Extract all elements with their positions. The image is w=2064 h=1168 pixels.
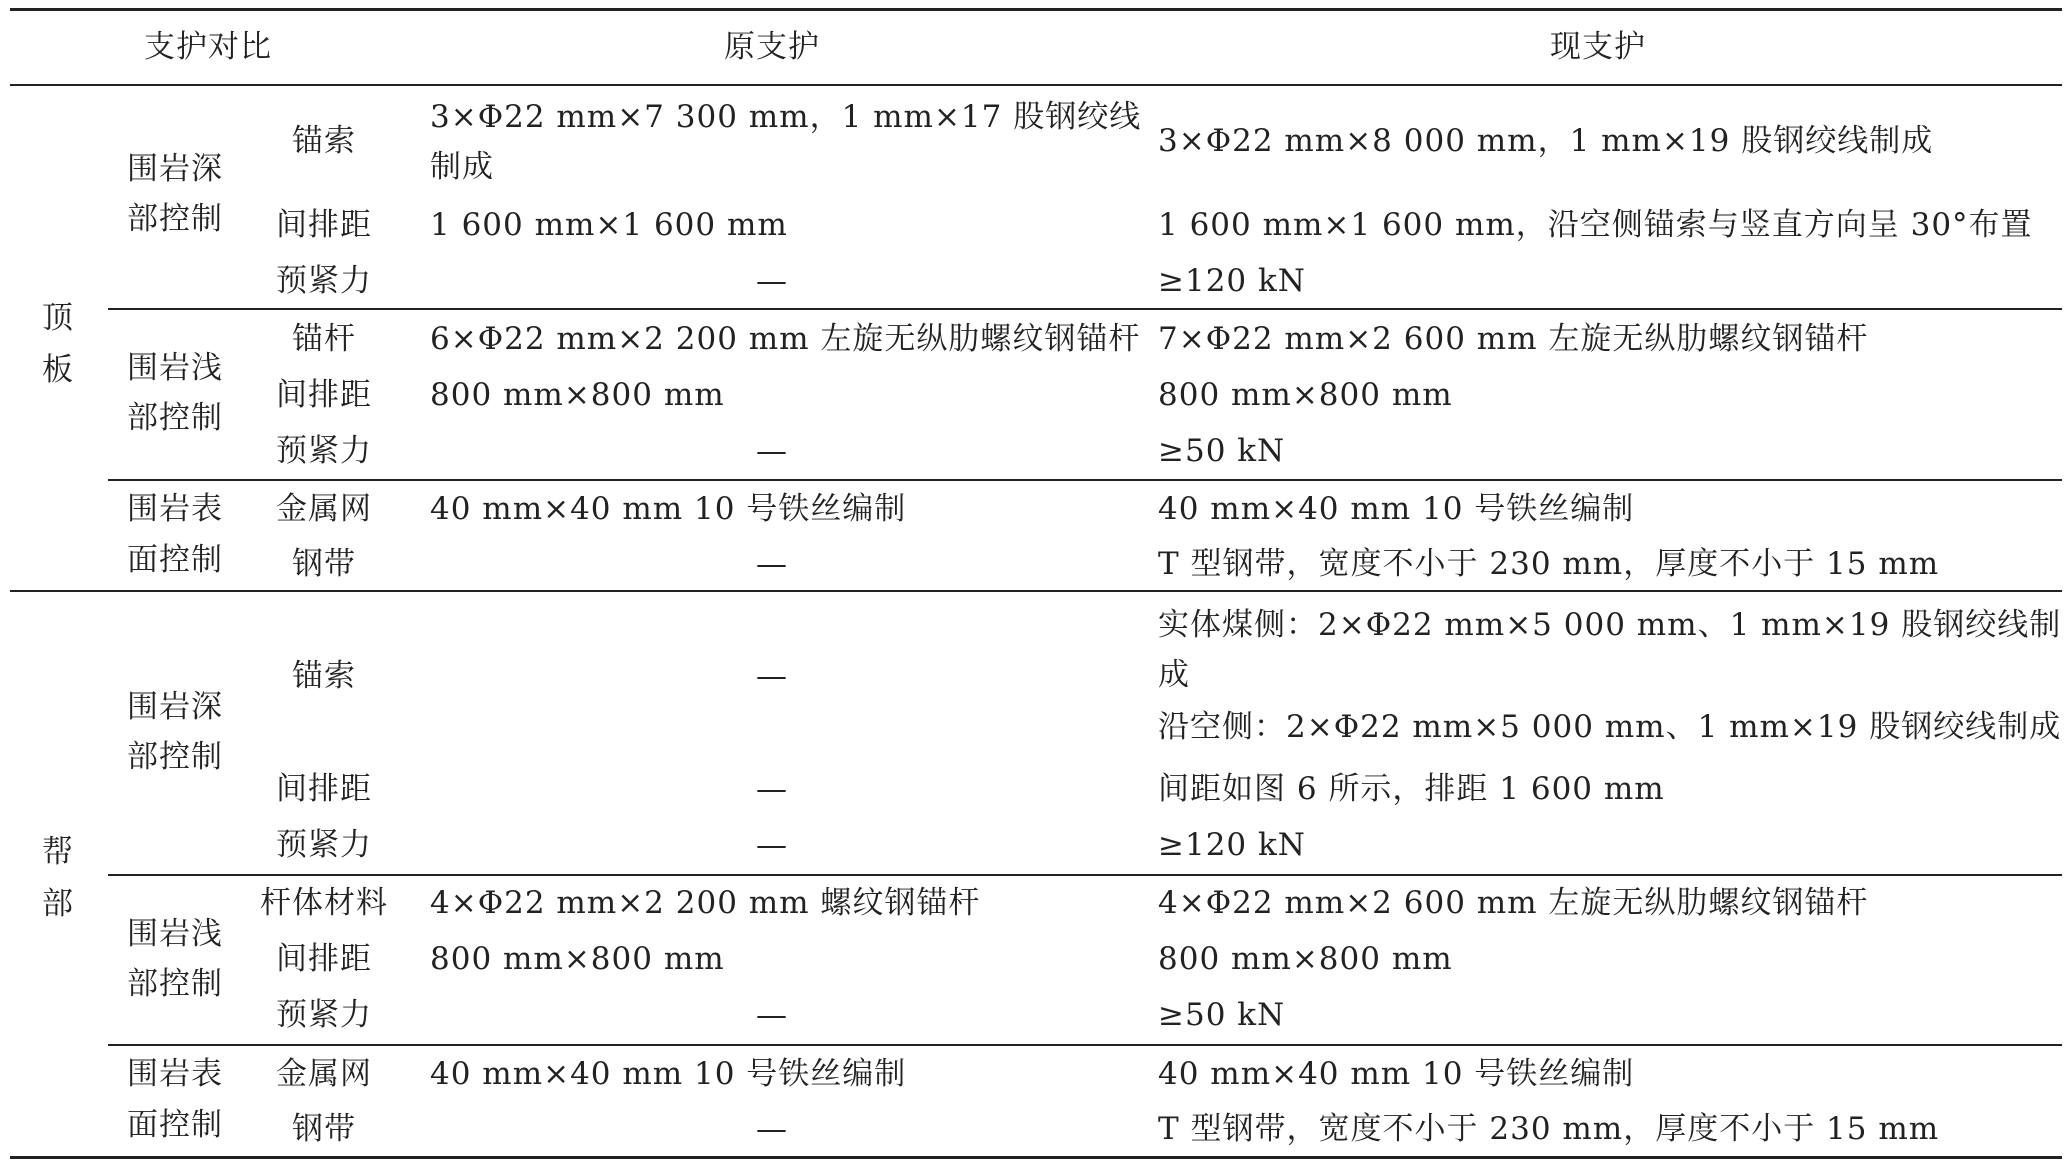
current-value: 7×Φ22 mm×2 600 mm 左旋无纵肋螺纹钢锚杆 xyxy=(1158,321,1869,357)
original-value: — xyxy=(756,263,788,299)
item-label: 间排距 xyxy=(276,941,372,977)
current-value: T 型钢带，宽度不小于 230 mm，厚度不小于 15 mm xyxy=(1158,546,1940,582)
header-rule xyxy=(10,84,2062,86)
original-value: 1 600 mm×1 600 mm xyxy=(430,207,788,243)
group-label: 围岩深 xyxy=(127,689,223,725)
header-current-support: 现支护 xyxy=(1550,29,1646,65)
item-label: 杆体材料 xyxy=(260,885,388,921)
table-bottom-rule xyxy=(10,1156,2062,1159)
current-value: T 型钢带，宽度不小于 230 mm，厚度不小于 15 mm xyxy=(1158,1111,1940,1147)
original-value: 制成 xyxy=(430,149,494,185)
group-label: 围岩表 xyxy=(127,1056,223,1092)
group-divider-rule xyxy=(108,479,2062,481)
original-value: 800 mm×800 mm xyxy=(430,941,725,977)
original-value: 6×Φ22 mm×2 200 mm 左旋无纵肋螺纹钢锚杆 xyxy=(430,321,1141,357)
section-label-roof-1: 顶板 xyxy=(42,300,74,388)
current-value: 实体煤侧：2×Φ22 mm×5 000 mm、1 mm×19 股钢绞线制 xyxy=(1158,607,2062,643)
group-label: 围岩表 xyxy=(127,491,223,527)
current-value: 沿空侧：2×Φ22 mm×5 000 mm、1 mm×19 股钢绞线制成 xyxy=(1158,709,2062,745)
original-value: — xyxy=(756,658,788,694)
original-value: — xyxy=(756,997,788,1033)
group-label: 部控制 xyxy=(127,739,223,775)
current-value: 40 mm×40 mm 10 号铁丝编制 xyxy=(1158,1056,1635,1092)
group-label: 围岩浅 xyxy=(127,350,223,386)
original-value: 40 mm×40 mm 10 号铁丝编制 xyxy=(430,1056,907,1092)
original-value: — xyxy=(756,546,788,582)
current-value: ≥120 kN xyxy=(1158,263,1306,299)
section-divider-rule xyxy=(10,590,2062,592)
header-original-support: 原支护 xyxy=(724,29,820,65)
original-value: 800 mm×800 mm xyxy=(430,377,725,413)
original-value: — xyxy=(756,827,788,863)
current-value: 成 xyxy=(1158,657,1190,693)
item-label: 金属网 xyxy=(276,491,372,527)
original-value: — xyxy=(756,771,788,807)
original-value: — xyxy=(756,433,788,469)
item-label: 预紧力 xyxy=(276,263,372,299)
group-label: 部控制 xyxy=(127,400,223,436)
item-label: 钢带 xyxy=(292,546,356,582)
item-label: 锚索 xyxy=(292,658,356,694)
item-label: 预紧力 xyxy=(276,997,372,1033)
table-top-rule xyxy=(10,8,2062,11)
header-support-comparison: 支护对比 xyxy=(144,29,272,65)
item-label: 钢带 xyxy=(292,1111,356,1147)
group-label: 部控制 xyxy=(127,201,223,237)
group-label: 部控制 xyxy=(127,966,223,1002)
current-value: ≥120 kN xyxy=(1158,827,1306,863)
item-label: 间排距 xyxy=(276,771,372,807)
item-label: 预紧力 xyxy=(276,827,372,863)
original-value: 40 mm×40 mm 10 号铁丝编制 xyxy=(430,491,907,527)
section-label-side-1: 帮部 xyxy=(42,834,74,922)
current-value: 800 mm×800 mm xyxy=(1158,377,1453,413)
original-value: — xyxy=(756,1111,788,1147)
group-label: 面控制 xyxy=(127,542,223,578)
group-divider-rule xyxy=(108,1044,2062,1046)
item-label: 间排距 xyxy=(276,207,372,243)
current-value: 1 600 mm×1 600 mm，沿空侧锚索与竖直方向呈 30°布置 xyxy=(1158,207,2033,243)
item-label: 锚杆 xyxy=(292,321,356,357)
item-label: 锚索 xyxy=(292,123,356,159)
current-value: 3×Φ22 mm×8 000 mm，1 mm×19 股钢绞线制成 xyxy=(1158,123,1934,159)
group-label: 面控制 xyxy=(127,1107,223,1143)
item-label: 预紧力 xyxy=(276,433,372,469)
current-value: 间距如图 6 所示，排距 1 600 mm xyxy=(1158,771,1665,807)
current-value: 40 mm×40 mm 10 号铁丝编制 xyxy=(1158,491,1635,527)
item-label: 间排距 xyxy=(276,377,372,413)
group-label: 围岩浅 xyxy=(127,916,223,952)
group-divider-rule xyxy=(108,874,2062,876)
group-divider-rule xyxy=(108,308,2062,310)
group-label: 围岩深 xyxy=(127,151,223,187)
current-value: 800 mm×800 mm xyxy=(1158,941,1453,977)
item-label: 金属网 xyxy=(276,1056,372,1092)
current-value: ≥50 kN xyxy=(1158,997,1286,1033)
original-value: 3×Φ22 mm×7 300 mm，1 mm×17 股钢绞线 xyxy=(430,99,1142,135)
original-value: 4×Φ22 mm×2 200 mm 螺纹钢锚杆 xyxy=(430,885,981,921)
current-value: ≥50 kN xyxy=(1158,433,1286,469)
current-value: 4×Φ22 mm×2 600 mm 左旋无纵肋螺纹钢锚杆 xyxy=(1158,885,1869,921)
